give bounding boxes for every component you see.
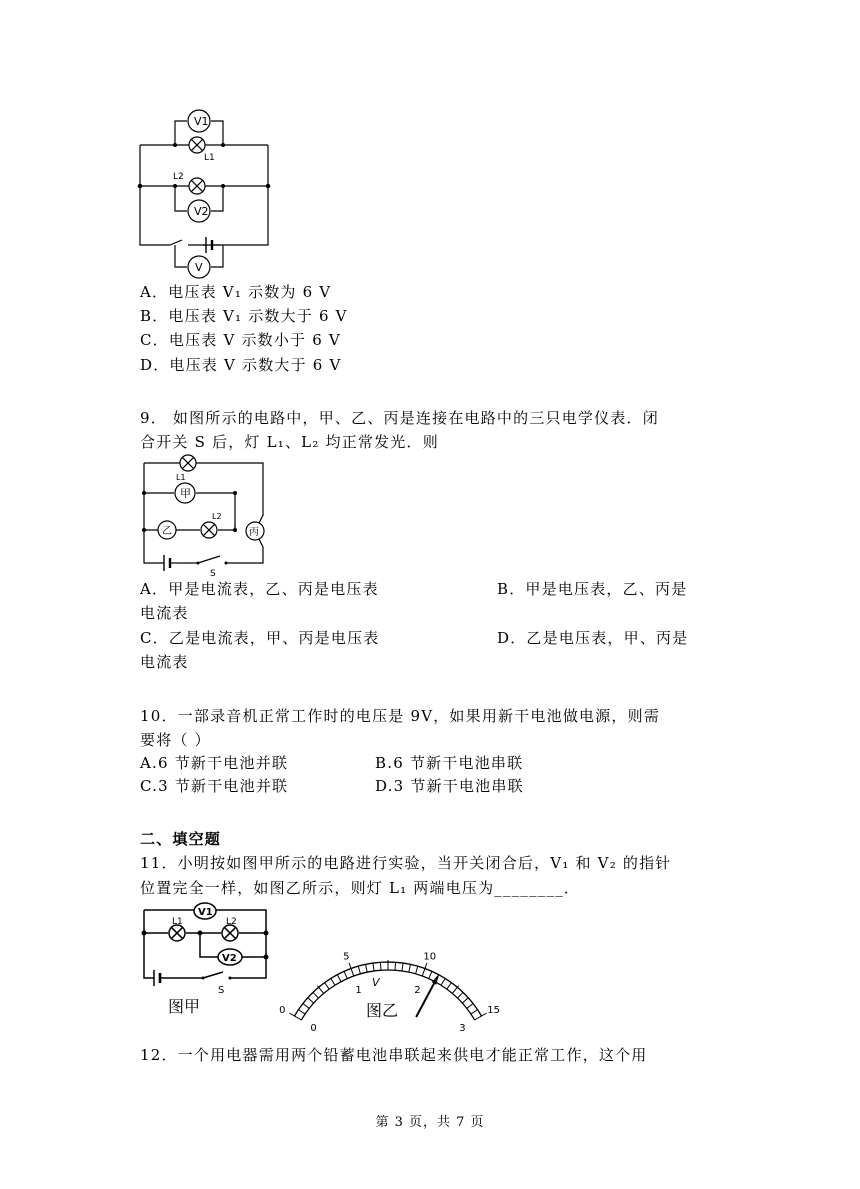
dial-tick [317,986,323,994]
q10-stem-line2: 要将（ ） [140,731,211,749]
dial-inner-tick-label: 1 [355,985,362,997]
dial-tick [462,998,468,1003]
q11-fig-jia [138,900,273,1020]
dial-tick [441,978,445,985]
q8-option-c: C．电压表 V 示数小于 6 V [140,331,341,349]
dial-outer-tick-label: 10 [423,951,437,963]
q8-option-d: D．电压表 V 示数大于 6 V [140,356,342,374]
q11-stem-line2: 位置完全一样，如图乙所示，则灯 L₁ 两端电压为________． [140,879,581,897]
dial-tick [303,1004,309,1009]
dial-tick [467,1004,473,1009]
q11-jia-s-label: S [218,985,225,996]
q9-option-b-cont: 电流表 [140,604,189,622]
dial-tick [471,1010,478,1014]
dial-tick [429,971,432,978]
q11-stem-line1: 11．小明按如图甲所示的电路进行实验，当开关闭合后，V₁ 和 V₂ 的指针 [140,854,672,872]
q8-l2-label: L2 [173,172,184,182]
dial-outer-tick-label: 0 [279,1005,286,1016]
dial-outer-tick-label: 5 [343,951,350,963]
q9-stem-line2: 合开关 S 后，灯 L₁、L₂ 均正常发光．则 [140,433,439,451]
q8-option-b: B．电压表 V₁ 示数大于 6 V [140,307,348,325]
dial-inner-tick-label: 2 [414,985,421,997]
q11-jia-v2-label: V2 [222,953,237,964]
dial-tick [373,963,374,971]
q9-jia-label: 甲 [180,487,191,500]
q9-option-b: B．甲是电压表，乙、丙是 [497,580,688,598]
dial-inner-tick-label: 3 [459,1023,466,1034]
q9-stem-line1: 9． 如图所示的电路中，甲、乙、丙是连接在电路中的三只电学仪表．闭 [140,409,659,427]
q8-v-label: V [195,261,203,274]
dial-tick [395,962,396,970]
q11-jia-l2-label: L2 [226,917,237,927]
q9-s-label: S [210,569,216,579]
q11-jia-v1-label: V1 [198,907,213,918]
q9-option-d-cont: 电流表 [140,653,189,671]
dial-tick [325,983,330,989]
dial-unit-label: V [372,976,380,989]
q9-yi-label: 乙 [162,526,172,537]
dial-tick [337,975,341,982]
q9-option-d: D．乙是电压表，甲、丙是 [497,629,689,647]
page-footer: 第 3 页，共 7 页 [375,1115,485,1130]
dial-tick [358,966,360,974]
q8-v1-label: V1 [194,115,209,128]
q10-option-d: D.3 节新干电池串联 [375,777,524,795]
q8-circuit-figure [130,100,280,285]
q8-v2-label: V2 [194,205,209,218]
q9-l2-label: L2 [212,512,222,521]
section-title: 二、填空题 [140,830,222,848]
q12-stem-line1: 12．一个用电器需用两个铅蓄电池串联起来供电才能正常工作，这个用 [140,1046,648,1064]
dial-outer-tick-label: 15 [487,1005,501,1016]
dial-tick [402,963,403,971]
q11-jia-l1-label: L1 [172,917,183,927]
dial-tick [366,964,368,972]
dial-tick [416,966,418,974]
dial-tick [331,978,335,985]
q10-option-c: C.3 节新干电池并联 [140,777,289,795]
q9-bing-label: 丙 [249,527,259,538]
dial-inner-tick-label: 0 [310,1023,317,1034]
q9-circuit-figure [138,455,273,580]
dial-tick [344,971,347,978]
dial-tick [380,962,381,970]
q11-yi-caption: 图乙 [366,1001,399,1020]
q9-l1-label: L1 [176,473,186,482]
q11-jia-caption: 图甲 [168,997,201,1016]
q11-fig-yi [278,920,501,1034]
q10-option-b: B.6 节新干电池串联 [375,754,524,772]
dial-tick [447,983,452,989]
q8-l1-label: L1 [204,153,215,163]
q8-option-a: A．电压表 V₁ 示数为 6 V [140,283,332,301]
q10-option-a: A.6 节新干电池并联 [140,754,289,772]
dial-tick [298,1010,305,1014]
dial-tick [457,992,463,998]
dial-tick [313,992,319,998]
dial-tick [308,998,314,1003]
q10-stem-line1: 10．一部录音机正常工作时的电压是 9V，如果用新干电池做电源，则需 [140,707,661,725]
q9-option-c: C．乙是电流表，甲、丙是电压表 [140,629,380,647]
q9-option-a: A．甲是电流表，乙、丙是电压表 [140,580,379,598]
dial-tick [409,964,411,972]
dial-tick [452,986,458,994]
